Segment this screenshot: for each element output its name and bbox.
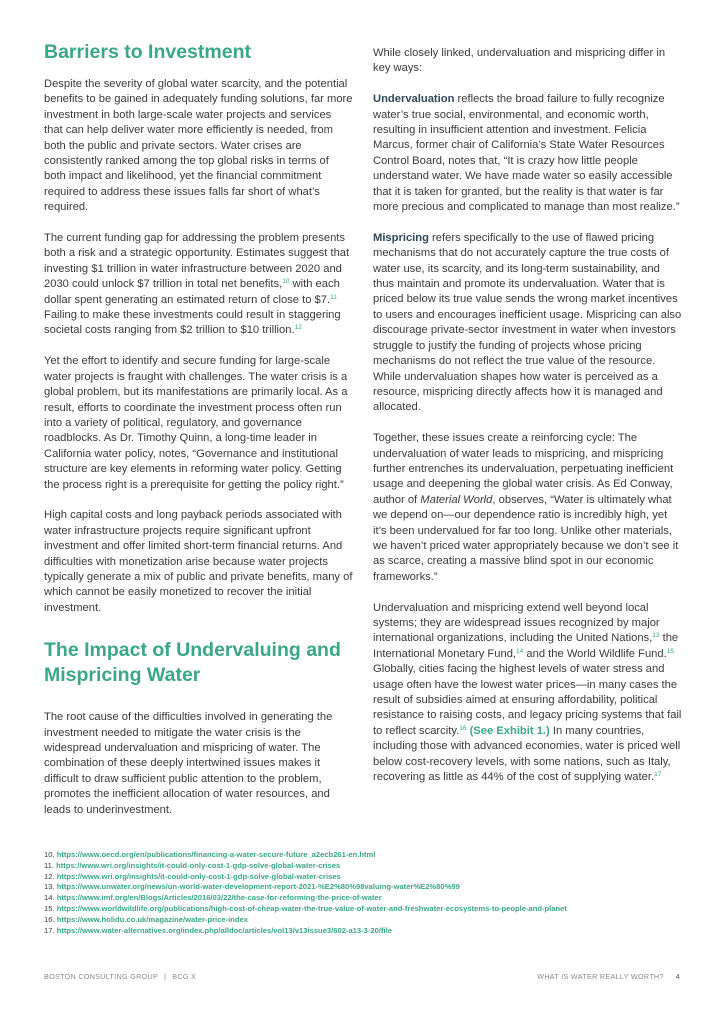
term-mispricing: Mispricing: [373, 231, 429, 244]
paragraph: The current funding gap for addressing the problem presents both a risk and a strategic opportunity. Estimates suggest that investing $1 trillion in water infrastructure between 2020 and 2030 could unlock $7 trillion in total net benefits,$^{10}$ with each dollar spent generating an estimated return of close to $7.11 Failing to make these investments could result in staggering societal costs ranging from $2 trillion to $10 trillion.$^{12}$: [44, 232, 350, 337]
heading-impact: The Impact of Undervaluing and Mispricing Water: [44, 639, 341, 687]
footnote-link[interactable]: https://www.wri.org/insights/it-could-only-cost-1-gdp-solve-global-water-crises: [56, 871, 341, 881]
paragraph: Mispricing refers specifically to the use of flawed pricing mechanisms that do not accurately capture the true costs of water use, its scarcity, and its long-term sustainability, and thus maintain and promote its undervaluation. Water that is priced below its true value sends the wrong market incentives to users and encourages inefficient usage. Mispricing can also discourage private-sector investment in water when investors struggle to justify the funding of projects whose pricing mechanisms do not reflect the true value of the resource. While undervaluation shapes how water is perceived as a resource, mispricing directly affects how it is managed and allocated.: [373, 231, 682, 414]
term-undervaluation: Undervaluation: [373, 93, 455, 106]
footnote-ref[interactable]: 16: [459, 724, 467, 732]
footnote-ref[interactable]: 12: [294, 324, 302, 332]
footnote-item: 17. https://www.water-alternatives.org/index.php/alldoc/articles/vol13/v13issue3/602-a13-3-20/file: [44, 925, 392, 935]
left-column: [44, 40, 353, 833]
paragraph: High capital costs and long payback periods associated with water infrastructure projects require significant upfront investment and offer limited short-term financial returns. And difficulties with monetization arise because water projects typically generate a mix of public and private benefits, many of which cannot be easily monetized to recover the initial investment.: [44, 509, 353, 614]
footnote-item: 15. https://www.worldwildlife.org/publications/high-cost-of-cheap-water-the-true-value-of-water-and-freshwater-ecosystems-to-people-and-planet: [44, 903, 567, 913]
footer-brand: [44, 972, 196, 981]
paragraph: While closely linked, undervaluation and mispricing differ in key ways:: [373, 47, 666, 75]
paragraph: Yet the effort to identify and secure funding for large-scale water projects is fraught with challenges. The water crisis is a global problem, but its manifestations are primarily local. As a result, efforts to coordinate the investment process often run into a variety of political, regulatory, and governance roadblocks. As Dr. Timothy Quinn, a long-time leader in California water policy, notes, “Governance and institutional structure are key elements in reforming water policy. Getting the process right is a prerequisite for getting the policy right.”: [44, 355, 348, 491]
footnote-ref[interactable]: 10: [282, 278, 290, 286]
paragraph: The root cause of the difficulties involved in generating the investment needed to mitigate the water crisis is the widespread undervaluation and mispricing of water. The combination of these deeply intertwined issues makes it difficult to draw sufficient public attention to the problem, promotes the inefficient allocation of water resources, and leads to underinvestment.: [44, 711, 333, 816]
footnote-link[interactable]: https://www.wri.org/insights/it-could-only-cost-1-gdp-solve-global-water-crises: [56, 860, 341, 870]
right-column: [373, 46, 683, 801]
page-footer: [44, 972, 680, 984]
footnote-ref[interactable]: 17: [654, 771, 662, 779]
heading-barriers: Barriers to Investment: [44, 41, 251, 63]
footnote-ref[interactable]: 14: [516, 647, 524, 655]
footer-unit: BCG X: [172, 972, 197, 981]
paragraph: Together, these issues create a reinforcing cycle: The undervaluation of water leads to mispricing, and mispricing further entrenches its undervaluation, perpetuating inefficient usage and deepening the global water crisis. As Ed Conway, author of Material World, observes, “Water is ultimately what we depend on—our dependence ratio is incredibly high, yet it’s been undervalued for far too long. Unlike other materials, we haven’t priced water appropriately because we don’t see it as scarce, creating a massive blind spot in our economic frameworks.”: [373, 432, 679, 583]
page-number: 4: [675, 972, 680, 981]
footnote-link[interactable]: https://www.holidu.co.uk/magazine/water-price-index: [56, 914, 248, 924]
footnote-ref[interactable]: 15: [666, 647, 674, 655]
paragraph: Undervaluation reflects the broad failure to fully recognize water’s true social, environmental, and economic worth, resulting in insufficient attention and investment. Felicia Marcus, former chair of California’s State Water Resources Control Board, notes that, “It is crazy how little people understand water. We have made water so easily accessible that it is taken for granted, but the reality is that water is far more precious and complicated to manage than most realize.”: [373, 93, 680, 214]
footnote-ref[interactable]: 11: [330, 293, 337, 301]
footnote-item: 11. https://www.wri.org/insights/it-could-only-cost-1-gdp-solve-global-water-crises: [44, 860, 341, 870]
footer-title: WHAT IS WATER REALLY WORTH?: [537, 972, 664, 981]
footnote-item: 16. https://www.holidu.co.uk/magazine/water-price-index: [44, 914, 248, 924]
footer-divider: |: [164, 972, 167, 981]
exhibit-link[interactable]: (See Exhibit 1.): [469, 724, 550, 737]
footnote-ref[interactable]: 13: [652, 632, 660, 640]
footnote-item: 14. https://www.imf.org/en/Blogs/Articles/2016/03/22/the-case-for-reforming-the-price-of-water: [44, 893, 382, 903]
footnote-link[interactable]: https://www.water-alternatives.org/index.php/alldoc/articles/vol13/v13issue3/602-a13-3-20/file: [56, 925, 392, 935]
paragraph: Despite the severity of global water scarcity, and the potential benefits to be gained in adequately funding solutions, far more investment in both large-scale water projects and services that can help deliver water more efficiently is needed, from both the public and private sectors. Water crises are consistently ranked among the top global risks in terms of both impact and likelihood, yet the financial commitment required to address these issues falls far short of what’s required.: [44, 78, 353, 214]
footer-title-block: [537, 972, 680, 981]
footnote-link[interactable]: https://www.imf.org/en/Blogs/Articles/2016/03/22/the-case-for-reforming-the-price-of-water: [56, 893, 382, 903]
paragraph: Undervaluation and mispricing extend well beyond local systems; they are widespread issues recognized by major international organizations, including the United Nations,$^{13}$ the International Monetary Fund,$^{14}$ and the World Wildlife Fund.$^{15}$ Globally, cities facing the highest levels of water stress and usage often have the lowest water prices—in many cases the result of subsidies aimed at ensuring affordability, political resistance to raising costs, and legacy pricing systems that fail to reflect scarcity.$^{16}$ (See Exhibit 1.) In many countries, including those with advanced economies, water is priced well below cost-recovery levels, with some nations, such as Italy, recovering as little as 44% of the cost of supplying water.$^{17}$: [373, 601, 682, 784]
footnote-link[interactable]: https://www.unwater.org/news/un-world-water-development-report-2021-%E2%80%98valuing-water%E2%80%99: [56, 882, 460, 892]
footnote-link[interactable]: https://www.worldwildlife.org/publications/high-cost-of-cheap-water-the-true-value-of-water-and-freshwater-ecosystems-to-people-and-planet: [56, 903, 567, 913]
footnote-item: 10. https://www.oecd.org/en/publications/financing-a-water-secure-future_a2ecb261-en.html: [44, 850, 376, 859]
footnote-item: 13. https://www.unwater.org/news/un-world-water-development-report-2021-%E2%80%98valuing-water%E2%80%99: [44, 882, 460, 892]
footnotes: [44, 850, 684, 936]
book-title: Material World: [420, 493, 493, 506]
footnote-link[interactable]: https://www.oecd.org/en/publications/financing-a-water-secure-future_a2ecb261-en.html: [56, 850, 376, 859]
footnote-item: 12. https://www.wri.org/insights/it-could-only-cost-1-gdp-solve-global-water-crises: [44, 871, 341, 881]
footer-org: BOSTON CONSULTING GROUP: [44, 972, 159, 981]
